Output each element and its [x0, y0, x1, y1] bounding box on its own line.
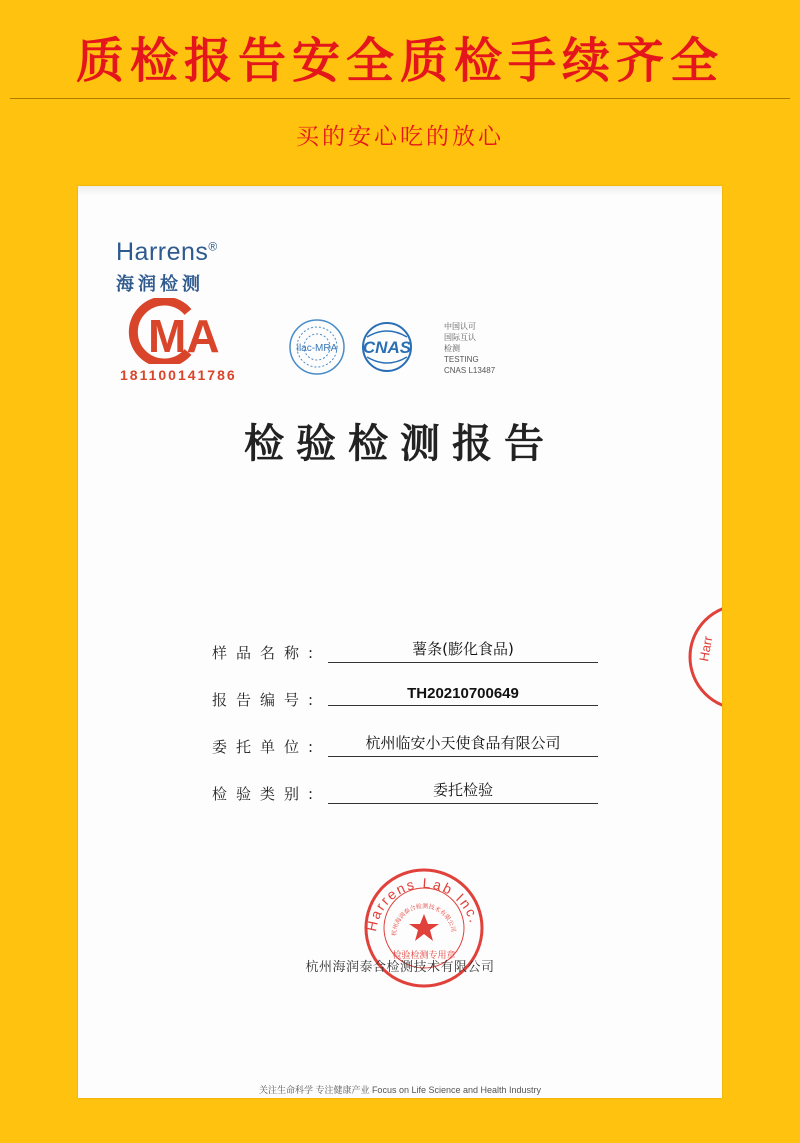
field-label: 委托单位: [212, 738, 323, 756]
field-label: 报告编号: [212, 691, 323, 709]
report-number-field [212, 685, 632, 715]
cma-letters: MA [148, 310, 220, 362]
accr-line: 中国认可 [444, 322, 476, 331]
field-label: 样品名称: [212, 644, 323, 662]
accr-line: CNAS L13487 [444, 366, 496, 375]
seal-star-icon [409, 914, 439, 941]
field-label: 检验类别: [212, 785, 323, 803]
client-field [212, 732, 632, 762]
side-stamp [682, 602, 722, 712]
brand-logo-cn: 海润检测 [116, 274, 204, 295]
seal-cn-textpath: 杭州海润泰合检测技术有限公司 [390, 902, 457, 937]
accr-line: TESTING [444, 355, 479, 364]
company-name: 杭州海润泰合检测技术有限公司 [305, 960, 495, 975]
ilac-label: ilac-MRA [296, 343, 338, 354]
banner-title: 质检报告安全质检手续齐全 [75, 33, 724, 89]
field-value: TH20210700649 [328, 685, 598, 706]
accr-line: 检测 [444, 344, 460, 353]
field-value: 薯条(膨化食品) [328, 638, 598, 663]
brand-logo-en [116, 238, 218, 267]
cma-number: 181100141786 [120, 367, 237, 383]
banner-subtitle: 买的安心吃的放心 [296, 124, 504, 150]
seal-inner-text: 检验检测专用章 [392, 951, 456, 961]
report-document [78, 186, 722, 1098]
accr-line: 国际互认 [444, 333, 476, 342]
side-stamp-text: Harr [696, 635, 716, 663]
banner-divider [10, 98, 790, 99]
seal-outer-textpath: Harrens Lab Inc. [363, 874, 484, 933]
cnas-icon [352, 321, 422, 373]
field-value: 委托检验 [328, 779, 598, 804]
brand-name: Harrens [116, 238, 209, 266]
field-value: 杭州临安小天使食品有限公司 [328, 732, 598, 757]
report-title: 检验检测报告 [244, 421, 556, 467]
cnas-label: CNAS [362, 338, 412, 357]
footer-slogan: 关注生命科学 专注健康产业 Focus on Life Science and Health Industry [258, 1085, 542, 1095]
accreditation-text [444, 321, 495, 376]
inspection-type-field [212, 779, 632, 809]
cma-logo [118, 298, 278, 364]
sample-name-field [212, 638, 632, 668]
registered-mark: ® [208, 239, 218, 254]
ilac-mra-icon [288, 318, 346, 376]
sheet-edge [78, 186, 722, 196]
